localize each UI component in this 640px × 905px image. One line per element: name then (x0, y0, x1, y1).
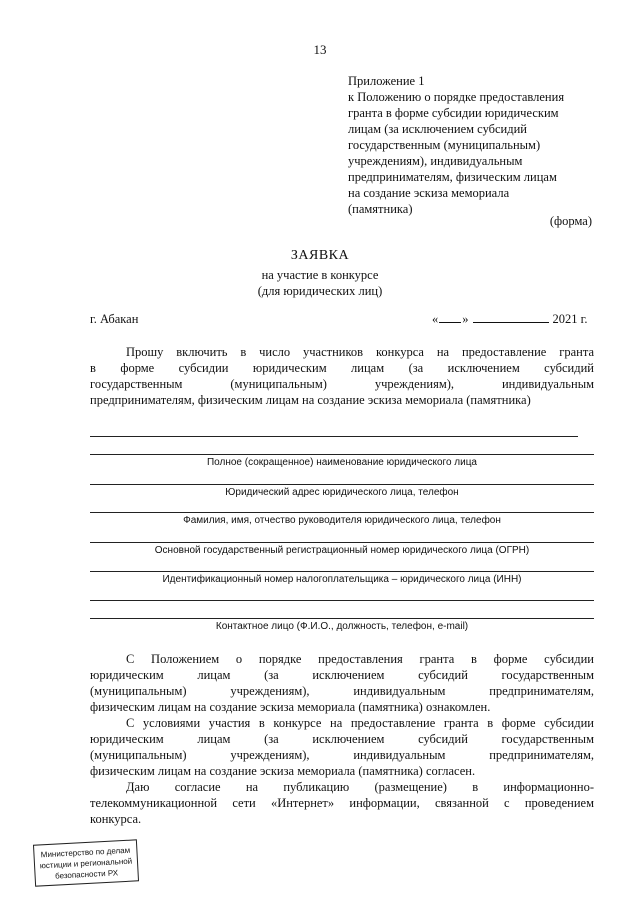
paragraph-line: (муниципальным) учреждениям), индивидуальным предпринимателям, (90, 748, 594, 762)
form-label: (форма) (549, 214, 592, 228)
appendix-line: к Положению о порядке предоставления (348, 90, 565, 104)
appendix-line: предпринимателям, физическим лицам (348, 170, 557, 184)
paragraph-line: телекоммуникационной сети «Интернет» информации, связанной с проведением (90, 796, 594, 810)
document-subtitle-note: (для юридических лиц) (257, 284, 383, 298)
fill-line[interactable] (90, 571, 594, 572)
fill-line[interactable] (90, 542, 594, 543)
stamp-line: Министерство по делам (40, 845, 131, 860)
paragraph-line: юридическим лицам (за исключением субсидий государственным (90, 668, 594, 682)
paragraph-line: С Положением о порядке предоставления гранта в форме субсидии (126, 652, 594, 666)
document-title: ЗАЯВКА (290, 248, 350, 263)
appendix-line: государственным (муниципальным) (348, 138, 541, 152)
paragraph-line: Даю согласие на публикацию (размещение) в информационно- (126, 780, 594, 794)
date-quote-close: » (462, 312, 469, 326)
field-caption-inn: Идентификационный номер налогоплательщика – юридического лица (ИНН) (162, 574, 522, 585)
field-caption-contact: Контактное лицо (Ф.И.О., должность, телефон, e-mail) (215, 621, 469, 632)
appendix-line: Приложение 1 (348, 74, 425, 88)
date-quote-open: « (432, 312, 439, 326)
appendix-line: на создание эскиза мемориала (348, 186, 510, 200)
paragraph-line: государственным (муниципальным) учреждениям), индивидуальным (90, 377, 594, 391)
appendix-line: гранта в форме субсидии юридическим (348, 106, 559, 120)
page-number: 13 (313, 42, 327, 57)
appendix-block (348, 73, 598, 217)
appendix-line: лицам (за исключением субсидий (348, 122, 527, 136)
acknowledgement-paragraph (90, 651, 594, 715)
paragraph-line: юридическим лицам (за исключением субсидий государственным (90, 732, 594, 746)
consent-paragraph (90, 779, 594, 827)
fill-line[interactable] (90, 436, 578, 437)
paragraph-line: физическим лицам на создание эскиза мемориала (памятника) ознакомлен. (90, 700, 491, 714)
field-caption-name: Полное (сокращенное) наименование юридического лица (206, 457, 477, 468)
city: г. Абакан (90, 312, 139, 326)
ministry-stamp (33, 839, 139, 886)
fill-line[interactable] (90, 512, 594, 513)
intro-paragraph (90, 344, 594, 408)
conditions-paragraph (90, 715, 594, 779)
date-year: 2021 г. (552, 312, 588, 326)
field-caption-ogrn: Основной государственный регистрационный номер юридического лица (ОГРН) (154, 545, 530, 556)
field-caption-director: Фамилия, имя, отчество руководителя юридического лица, телефон (183, 515, 501, 526)
date-line (432, 312, 587, 327)
paragraph-line: С условиями участия в конкурсе на предоставление гранта в форме субсидии (126, 716, 594, 730)
paragraph-line: физическим лицам на создание эскиза мемориала (памятника) согласен. (90, 764, 476, 778)
fill-line[interactable] (90, 618, 594, 619)
appendix-line: (памятника) (348, 202, 413, 216)
appendix-line: учреждениям), индивидуальным (348, 154, 523, 168)
stamp-line: юстиции и региональной (39, 856, 133, 871)
paragraph-line: в форме субсидии юридическим лицам (за исключением субсидий (90, 361, 594, 375)
fill-line[interactable] (90, 600, 594, 601)
fill-line[interactable] (90, 484, 594, 485)
month-blank[interactable] (473, 312, 549, 323)
stamp-line: безопасности РХ (54, 868, 119, 881)
paragraph-line: Прошу включить в число участников конкурса на предоставление гранта (126, 345, 594, 359)
document-subtitle: на участие в конкурсе (261, 268, 379, 282)
paragraph-line: предпринимателям, физическим лицам на создание эскиза мемориала (памятника) (90, 393, 531, 407)
field-caption-address: Юридический адрес юридического лица, телефон (225, 487, 459, 498)
day-blank[interactable] (439, 312, 461, 323)
fill-line[interactable] (90, 454, 594, 455)
paragraph-line: конкурса. (90, 812, 142, 826)
paragraph-line: (муниципальным) учреждениям), индивидуальным предпринимателям, (90, 684, 594, 698)
